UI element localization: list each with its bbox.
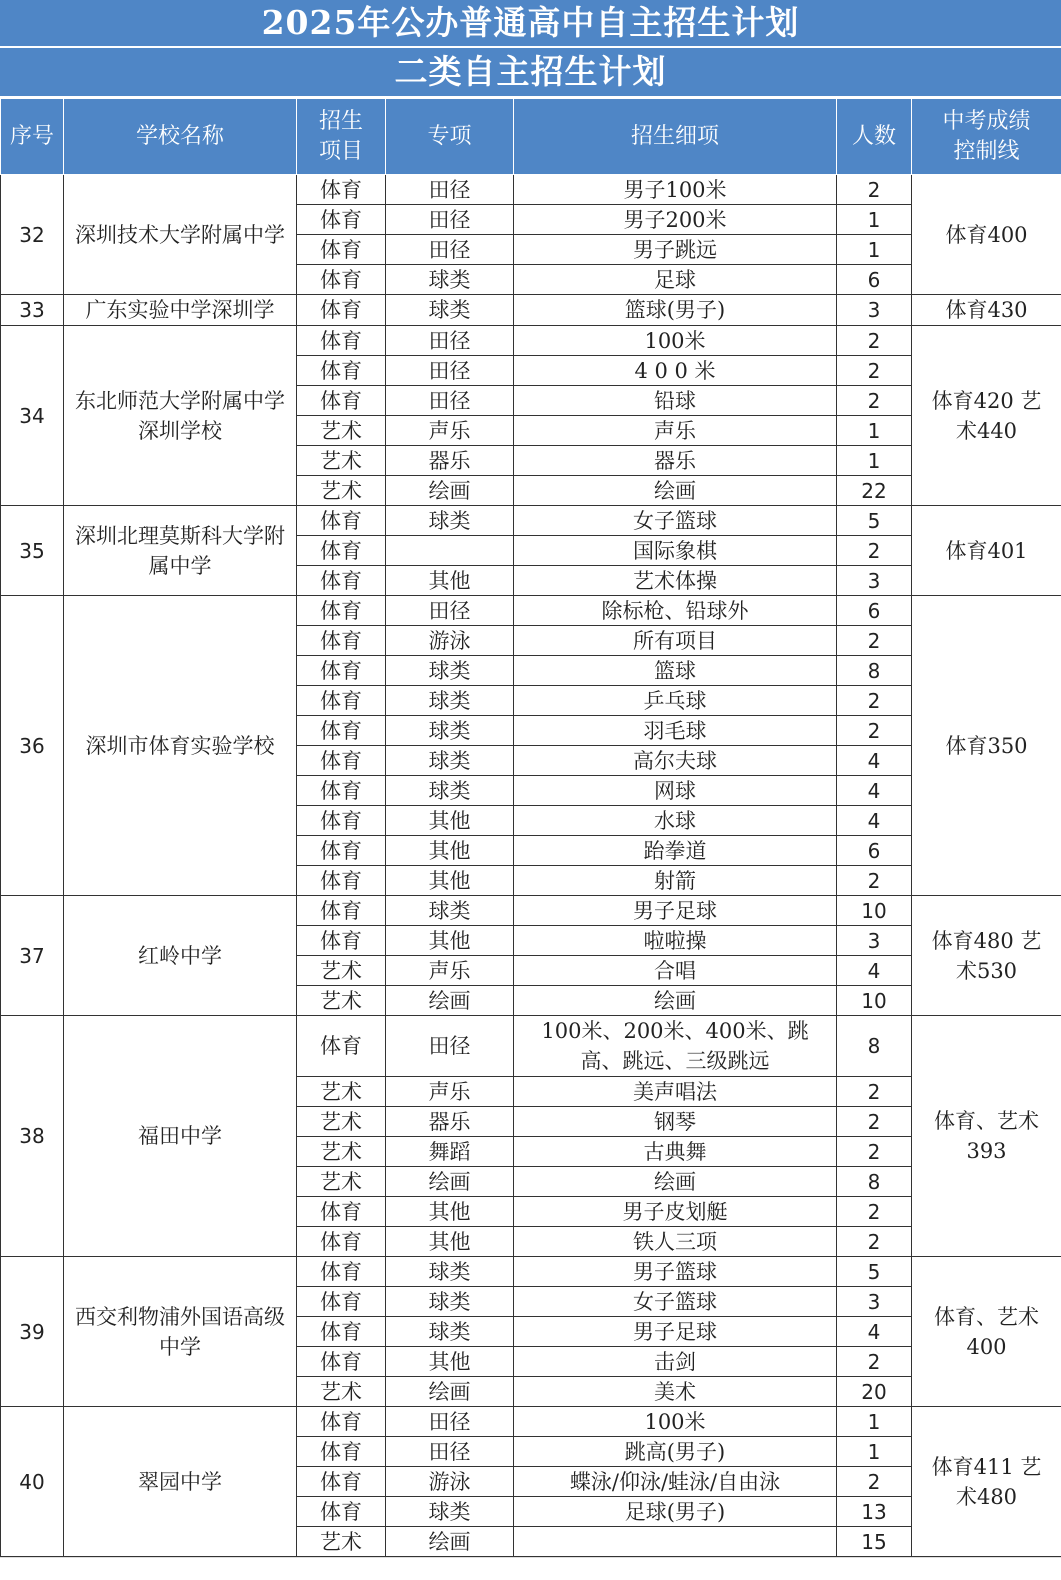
special-cell: 声乐 <box>386 1077 514 1107</box>
detail-cell: 足球(男子) <box>514 1497 837 1527</box>
header-school: 学校名称 <box>64 99 297 175</box>
special-cell: 球类 <box>386 1287 514 1317</box>
special-cell: 球类 <box>386 1497 514 1527</box>
special-cell: 田径 <box>386 175 514 205</box>
project-cell: 体育 <box>297 1347 386 1377</box>
project-cell: 艺术 <box>297 1377 386 1407</box>
header-detail: 招生细项 <box>514 99 837 175</box>
special-cell: 球类 <box>386 295 514 326</box>
project-cell: 体育 <box>297 1287 386 1317</box>
special-cell: 球类 <box>386 776 514 806</box>
school-seq: 36 <box>1 596 64 896</box>
project-cell: 艺术 <box>297 1137 386 1167</box>
project-cell: 艺术 <box>297 1167 386 1197</box>
project-cell: 艺术 <box>297 476 386 506</box>
detail-cell: 所有项目 <box>514 626 837 656</box>
count-cell: 2 <box>837 1107 912 1137</box>
header-count: 人数 <box>837 99 912 175</box>
special-cell: 球类 <box>386 656 514 686</box>
count-cell: 1 <box>837 1407 912 1437</box>
count-cell: 2 <box>837 386 912 416</box>
count-cell: 1 <box>837 1437 912 1467</box>
detail-cell: 跆拳道 <box>514 836 837 866</box>
detail-cell: 钢琴 <box>514 1107 837 1137</box>
detail-cell: 铅球 <box>514 386 837 416</box>
count-cell: 1 <box>837 235 912 265</box>
project-cell: 体育 <box>297 836 386 866</box>
count-cell: 3 <box>837 1287 912 1317</box>
special-cell: 球类 <box>386 716 514 746</box>
table-body <box>1 175 1061 1557</box>
detail-cell: 器乐 <box>514 446 837 476</box>
score-line: 体育430 <box>912 295 1061 326</box>
detail-cell: 跳高(男子) <box>514 1437 837 1467</box>
project-cell: 体育 <box>297 536 386 566</box>
school-seq: 35 <box>1 506 64 596</box>
count-cell: 15 <box>837 1527 912 1557</box>
project-cell: 体育 <box>297 716 386 746</box>
special-cell: 绘画 <box>386 476 514 506</box>
count-cell: 3 <box>837 295 912 326</box>
count-cell: 3 <box>837 926 912 956</box>
detail-cell: 除标枪、铅球外 <box>514 596 837 626</box>
special-cell: 球类 <box>386 896 514 926</box>
count-cell: 20 <box>837 1377 912 1407</box>
project-cell: 体育 <box>297 566 386 596</box>
special-cell: 游泳 <box>386 626 514 656</box>
project-cell: 体育 <box>297 626 386 656</box>
special-cell: 田径 <box>386 1437 514 1467</box>
count-cell: 10 <box>837 986 912 1016</box>
detail-cell: 射箭 <box>514 866 837 896</box>
count-cell: 2 <box>837 626 912 656</box>
header-special: 专项 <box>386 99 514 175</box>
special-cell: 球类 <box>386 265 514 295</box>
enrollment-table <box>0 98 1061 1557</box>
special-cell: 声乐 <box>386 956 514 986</box>
detail-cell: 羽毛球 <box>514 716 837 746</box>
project-cell: 体育 <box>297 235 386 265</box>
special-cell: 其他 <box>386 566 514 596</box>
project-cell: 艺术 <box>297 956 386 986</box>
project-cell: 体育 <box>297 926 386 956</box>
project-cell: 艺术 <box>297 416 386 446</box>
detail-cell: 美术 <box>514 1377 837 1407</box>
detail-cell: 女子篮球 <box>514 506 837 536</box>
detail-cell: 乒乓球 <box>514 686 837 716</box>
detail-cell: 100米 <box>514 1407 837 1437</box>
table-row <box>1 506 1061 536</box>
project-cell: 艺术 <box>297 1527 386 1557</box>
count-cell: 10 <box>837 896 912 926</box>
project-cell: 体育 <box>297 295 386 326</box>
header-score: 中考成绩控制线 <box>912 99 1061 175</box>
detail-cell: 绘画 <box>514 986 837 1016</box>
table-header-row <box>1 99 1061 175</box>
count-cell: 2 <box>837 1467 912 1497</box>
project-cell: 体育 <box>297 1227 386 1257</box>
special-cell: 绘画 <box>386 986 514 1016</box>
count-cell: 1 <box>837 205 912 235</box>
project-cell: 体育 <box>297 1257 386 1287</box>
page-title: 2025年公办普通高中自主招生计划 <box>0 0 1061 48</box>
project-cell: 体育 <box>297 596 386 626</box>
score-line: 体育350 <box>912 596 1061 896</box>
detail-cell: 网球 <box>514 776 837 806</box>
school-name: 福田中学 <box>64 1016 297 1257</box>
detail-cell: 合唱 <box>514 956 837 986</box>
school-seq: 32 <box>1 175 64 295</box>
table-row <box>1 1016 1061 1077</box>
detail-cell: 铁人三项 <box>514 1227 837 1257</box>
special-cell: 球类 <box>386 506 514 536</box>
count-cell: 6 <box>837 596 912 626</box>
school-seq: 38 <box>1 1016 64 1257</box>
special-cell: 球类 <box>386 686 514 716</box>
sheet-tail <box>0 1557 1061 1580</box>
count-cell: 4 <box>837 1317 912 1347</box>
table-row <box>1 175 1061 205</box>
count-cell: 4 <box>837 956 912 986</box>
special-cell: 其他 <box>386 1227 514 1257</box>
detail-cell: 4 0 0 米 <box>514 356 837 386</box>
special-cell: 绘画 <box>386 1377 514 1407</box>
count-cell: 8 <box>837 1016 912 1077</box>
school-name: 深圳市体育实验学校 <box>64 596 297 896</box>
count-cell: 3 <box>837 566 912 596</box>
special-cell: 田径 <box>386 1407 514 1437</box>
project-cell: 体育 <box>297 1317 386 1347</box>
special-cell: 其他 <box>386 866 514 896</box>
table-row <box>1 326 1061 356</box>
special-cell: 球类 <box>386 1257 514 1287</box>
project-cell: 体育 <box>297 506 386 536</box>
detail-cell: 男子200米 <box>514 205 837 235</box>
table-row <box>1 596 1061 626</box>
detail-cell: 男子100米 <box>514 175 837 205</box>
school-name: 西交利物浦外国语高级中学 <box>64 1257 297 1407</box>
project-cell: 体育 <box>297 1437 386 1467</box>
project-cell: 体育 <box>297 205 386 235</box>
detail-cell: 男子足球 <box>514 1317 837 1347</box>
special-cell: 田径 <box>386 1016 514 1077</box>
score-line: 体育、艺术393 <box>912 1016 1061 1257</box>
special-cell: 其他 <box>386 926 514 956</box>
count-cell: 6 <box>837 265 912 295</box>
detail-cell: 男子皮划艇 <box>514 1197 837 1227</box>
project-cell: 体育 <box>297 686 386 716</box>
project-cell: 体育 <box>297 746 386 776</box>
count-cell: 4 <box>837 746 912 776</box>
special-cell: 田径 <box>386 386 514 416</box>
detail-cell: 绘画 <box>514 1167 837 1197</box>
project-cell: 体育 <box>297 1497 386 1527</box>
header-seq: 序号 <box>1 99 64 175</box>
special-cell: 器乐 <box>386 1107 514 1137</box>
project-cell: 体育 <box>297 356 386 386</box>
detail-cell: 啦啦操 <box>514 926 837 956</box>
count-cell: 2 <box>837 1137 912 1167</box>
count-cell: 4 <box>837 806 912 836</box>
school-name: 翠园中学 <box>64 1407 297 1557</box>
project-cell: 体育 <box>297 326 386 356</box>
score-line: 体育480 艺术530 <box>912 896 1061 1016</box>
special-cell: 田径 <box>386 356 514 386</box>
school-seq: 39 <box>1 1257 64 1407</box>
detail-cell: 女子篮球 <box>514 1287 837 1317</box>
detail-cell: 水球 <box>514 806 837 836</box>
special-cell: 绘画 <box>386 1167 514 1197</box>
table-row <box>1 1407 1061 1437</box>
school-seq: 40 <box>1 1407 64 1557</box>
school-name: 深圳北理莫斯科大学附属中学 <box>64 506 297 596</box>
special-cell: 田径 <box>386 326 514 356</box>
score-line: 体育420 艺术440 <box>912 326 1061 506</box>
detail-cell <box>514 1527 837 1557</box>
special-cell: 其他 <box>386 1197 514 1227</box>
project-cell: 体育 <box>297 806 386 836</box>
school-seq: 33 <box>1 295 64 326</box>
detail-cell: 艺术体操 <box>514 566 837 596</box>
score-line: 体育411 艺术480 <box>912 1407 1061 1557</box>
count-cell: 22 <box>837 476 912 506</box>
count-cell: 1 <box>837 416 912 446</box>
project-cell: 体育 <box>297 656 386 686</box>
project-cell: 艺术 <box>297 986 386 1016</box>
score-line: 体育400 <box>912 175 1061 295</box>
count-cell: 1 <box>837 446 912 476</box>
count-cell: 2 <box>837 686 912 716</box>
project-cell: 体育 <box>297 386 386 416</box>
header-project: 招生项目 <box>297 99 386 175</box>
special-cell: 田径 <box>386 235 514 265</box>
special-cell: 球类 <box>386 746 514 776</box>
project-cell: 体育 <box>297 776 386 806</box>
count-cell: 2 <box>837 536 912 566</box>
score-line: 体育401 <box>912 506 1061 596</box>
count-cell: 2 <box>837 1077 912 1107</box>
project-cell: 艺术 <box>297 1107 386 1137</box>
special-cell: 田径 <box>386 596 514 626</box>
project-cell: 体育 <box>297 1197 386 1227</box>
count-cell: 8 <box>837 656 912 686</box>
project-cell: 体育 <box>297 265 386 295</box>
school-name: 深圳技术大学附属中学 <box>64 175 297 295</box>
detail-cell: 男子足球 <box>514 896 837 926</box>
special-cell: 舞蹈 <box>386 1137 514 1167</box>
score-line: 体育、艺术400 <box>912 1257 1061 1407</box>
project-cell: 体育 <box>297 866 386 896</box>
detail-cell: 击剑 <box>514 1347 837 1377</box>
count-cell: 2 <box>837 866 912 896</box>
school-name: 红岭中学 <box>64 896 297 1016</box>
detail-cell: 足球 <box>514 265 837 295</box>
detail-cell: 篮球 <box>514 656 837 686</box>
detail-cell: 声乐 <box>514 416 837 446</box>
school-name: 东北师范大学附属中学深圳学校 <box>64 326 297 506</box>
count-cell: 2 <box>837 356 912 386</box>
detail-cell: 蝶泳/仰泳/蛙泳/自由泳 <box>514 1467 837 1497</box>
special-cell <box>386 536 514 566</box>
project-cell: 体育 <box>297 1467 386 1497</box>
special-cell: 其他 <box>386 806 514 836</box>
special-cell: 声乐 <box>386 416 514 446</box>
project-cell: 体育 <box>297 1407 386 1437</box>
detail-cell: 100米 <box>514 326 837 356</box>
count-cell: 4 <box>837 776 912 806</box>
count-cell: 6 <box>837 836 912 866</box>
detail-cell: 国际象棋 <box>514 536 837 566</box>
table-row <box>1 1257 1061 1287</box>
detail-cell: 高尔夫球 <box>514 746 837 776</box>
count-cell: 2 <box>837 1197 912 1227</box>
count-cell: 2 <box>837 326 912 356</box>
count-cell: 2 <box>837 1227 912 1257</box>
project-cell: 艺术 <box>297 1077 386 1107</box>
count-cell: 13 <box>837 1497 912 1527</box>
table-row <box>1 295 1061 326</box>
project-cell: 体育 <box>297 896 386 926</box>
school-seq: 34 <box>1 326 64 506</box>
special-cell: 球类 <box>386 1317 514 1347</box>
detail-cell: 古典舞 <box>514 1137 837 1167</box>
special-cell: 其他 <box>386 836 514 866</box>
special-cell: 绘画 <box>386 1527 514 1557</box>
detail-cell: 100米、200米、400米、跳高、跳远、三级跳远 <box>514 1016 837 1077</box>
project-cell: 体育 <box>297 175 386 205</box>
special-cell: 其他 <box>386 1347 514 1377</box>
count-cell: 5 <box>837 506 912 536</box>
detail-cell: 男子篮球 <box>514 1257 837 1287</box>
project-cell: 艺术 <box>297 446 386 476</box>
count-cell: 2 <box>837 175 912 205</box>
school-name: 广东实验中学深圳学 <box>64 295 297 326</box>
count-cell: 8 <box>837 1167 912 1197</box>
page-subtitle: 二类自主招生计划 <box>0 48 1061 98</box>
special-cell: 器乐 <box>386 446 514 476</box>
detail-cell: 男子跳远 <box>514 235 837 265</box>
table-row <box>1 896 1061 926</box>
count-cell: 2 <box>837 1347 912 1377</box>
project-cell: 体育 <box>297 1016 386 1077</box>
detail-cell: 美声唱法 <box>514 1077 837 1107</box>
count-cell: 5 <box>837 1257 912 1287</box>
special-cell: 田径 <box>386 205 514 235</box>
school-seq: 37 <box>1 896 64 1016</box>
detail-cell: 篮球(男子) <box>514 295 837 326</box>
detail-cell: 绘画 <box>514 476 837 506</box>
count-cell: 2 <box>837 716 912 746</box>
special-cell: 游泳 <box>386 1467 514 1497</box>
